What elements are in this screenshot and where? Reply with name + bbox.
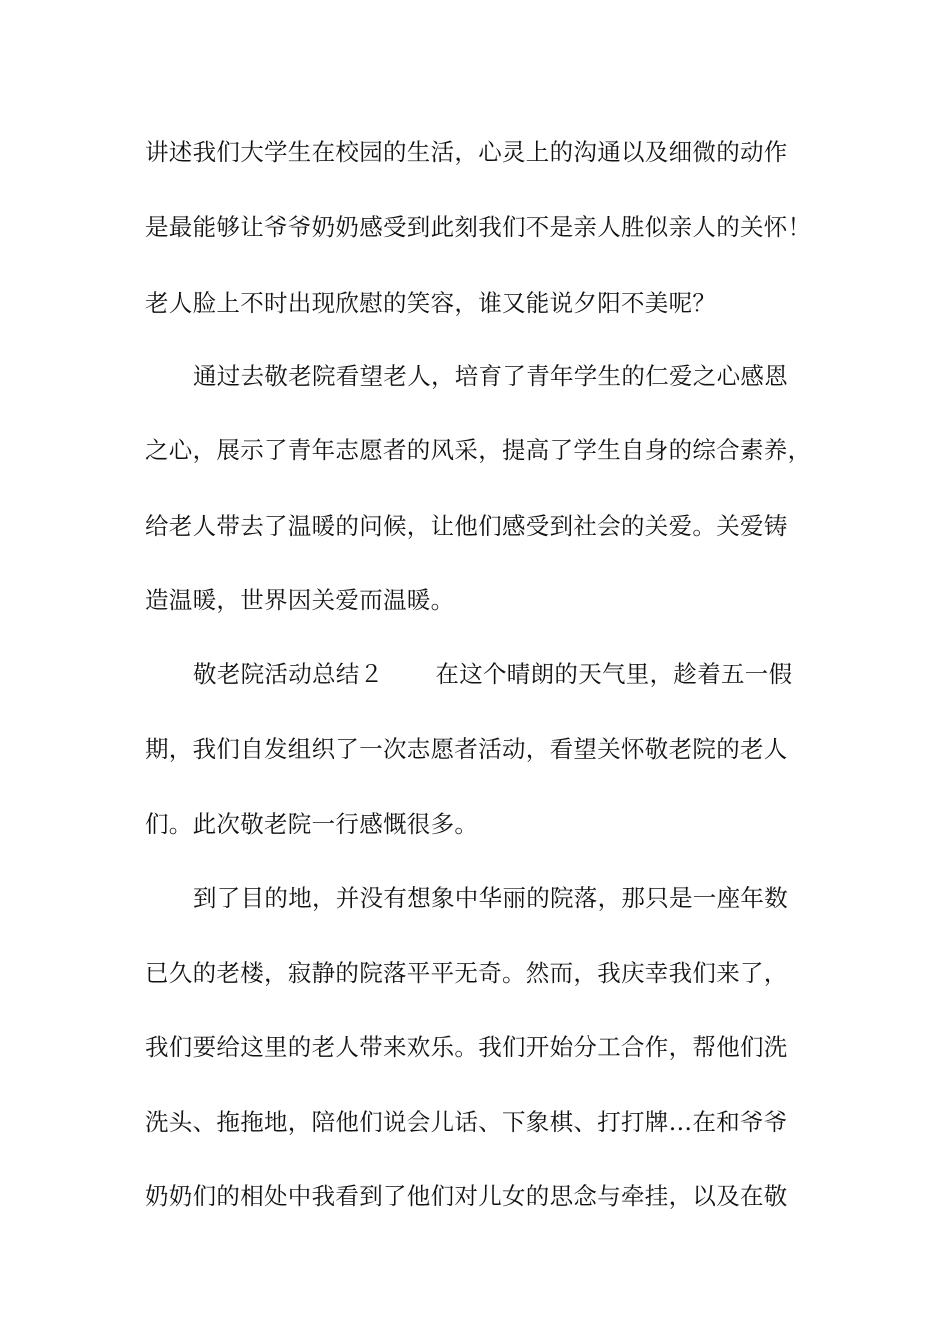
text-line: 已久的老楼，寂静的院落平平无奇。然而，我庆幸我们来了， (145, 959, 788, 987)
text-line: 们。此次敬老院一行感慨很多。 (145, 810, 479, 838)
text-line: 洗头、拖拖地，陪他们说会儿话、下象棋、打打牌…在和爷爷 (145, 1108, 788, 1136)
text-line: 之心，展示了青年志愿者的风采，提高了学生自身的综合素养， (145, 436, 812, 464)
paragraph-start-line: 到了目的地，并没有想象中华丽的院落，那只是一座年数 (193, 884, 788, 912)
text-line: 讲述我们大学生在校园的生活，心灵上的沟通以及细微的动作 (145, 138, 788, 166)
section-heading-line (193, 654, 873, 694)
section-heading: 敬老院活动总结２ (193, 660, 384, 688)
text-line: 造温暖，世界因关爱而温暖。 (145, 586, 455, 614)
section-text: 在这个晴朗的天气里，趁着五一假 (435, 660, 793, 688)
text-line: 我们要给这里的老人带来欢乐。我们开始分工合作，帮他们洗 (145, 1033, 788, 1061)
paragraph-start-line: 通过去敬老院看望老人，培育了青年学生的仁爱之心感恩 (193, 362, 788, 390)
text-line: 是最能够让爷爷奶奶感受到此刻我们不是亲人胜似亲人的关怀！ (145, 213, 812, 241)
text-line: 给老人带去了温暖的问候，让他们感受到社会的关爱。关爱铸 (145, 512, 788, 540)
text-line: 奶奶们的相处中我看到了他们对儿女的思念与牵挂，以及在敬 (145, 1182, 788, 1210)
text-line: 老人脸上不时出现欣慰的笑容，谁又能说夕阳不美呢？ (145, 289, 717, 317)
text-line: 期，我们自发组织了一次志愿者活动，看望关怀敬老院的老人 (145, 735, 788, 763)
